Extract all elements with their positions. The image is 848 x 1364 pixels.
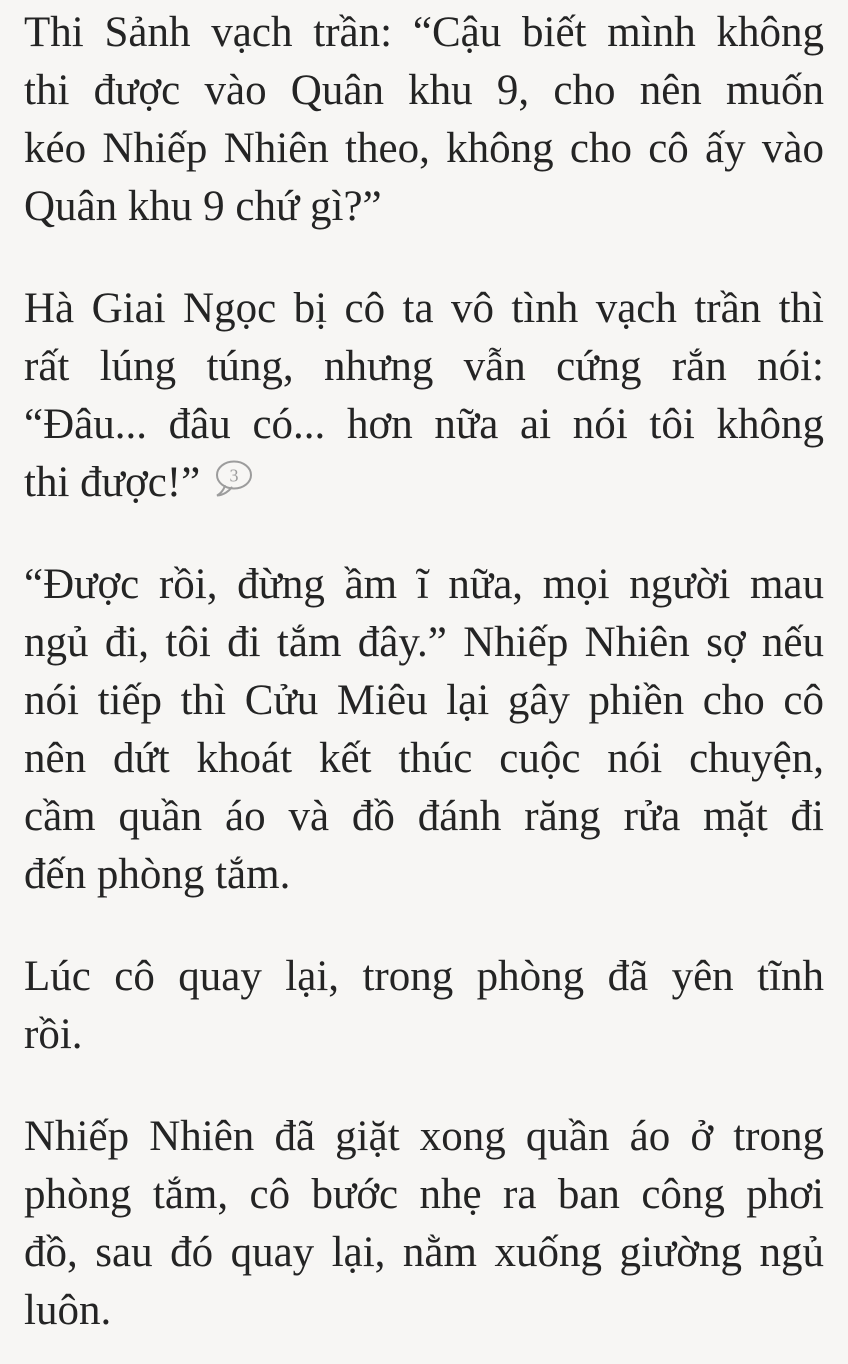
speech-bubble-icon (212, 459, 256, 499)
text-line: Nhiếp Nhiên đã giặt xong quần áo ở trong (24, 1113, 824, 1160)
text-line: Thi Sảnh vạch trần: “Cậu biết mình không (24, 9, 824, 56)
text-line: rồi. (24, 1011, 83, 1058)
text-line: Hà Giai Ngọc bị cô ta vô tình vạch trần thì (24, 285, 824, 332)
text-line: rất lúng túng, nhưng vẫn cứng rắn nói: (24, 343, 824, 390)
text-line: luôn. (24, 1287, 112, 1334)
text-line: phòng tắm, cô bước nhẹ ra ban công phơi (24, 1171, 824, 1218)
paragraph (24, 1108, 824, 1340)
text-line: Quân khu 9 chứ gì?” (24, 183, 382, 230)
text-line: nói tiếp thì Cửu Miêu lại gây phiền cho cô (24, 677, 824, 724)
text-line: cầm quần áo và đồ đánh răng rửa mặt đi (24, 793, 824, 840)
paragraph (24, 948, 824, 1064)
text-line: Lúc cô quay lại, trong phòng đã yên tĩnh (24, 953, 824, 1000)
text-line: ngủ đi, tôi đi tắm đây.” Nhiếp Nhiên sợ nếu (24, 619, 824, 666)
text-line: “Đâu... đâu có... hơn nữa ai nói tôi không (24, 401, 824, 448)
text-line: kéo Nhiếp Nhiên theo, không cho cô ấy vào (24, 125, 824, 172)
text-line: đồ, sau đó quay lại, nằm xuống giường ngủ (24, 1229, 824, 1276)
text-line (24, 454, 824, 512)
text-line: nên dứt khoát kết thúc cuộc nói chuyện, (24, 735, 824, 782)
text-line: “Được rồi, đừng ầm ĩ nữa, mọi người mau (24, 561, 824, 608)
comment-count-label: 3 (229, 465, 239, 486)
paragraph (24, 280, 824, 512)
paragraph (24, 556, 824, 904)
text-line: đến phòng tắm. (24, 851, 291, 898)
paragraph (24, 4, 824, 236)
text-line: thi được vào Quân khu 9, cho nên muốn (24, 67, 824, 114)
text-line-fragment: thi được!” (24, 459, 201, 506)
comment-count-badge[interactable] (212, 459, 256, 499)
